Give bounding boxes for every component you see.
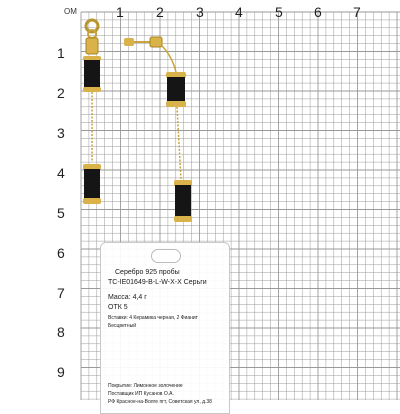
ruler-left-3: 3 (57, 125, 65, 141)
right-earring-upper-chain (162, 46, 176, 72)
ruler-top-4: 4 (235, 4, 243, 20)
tag-coating: Покрытие: Лимонное золочение (108, 383, 183, 389)
left-lower-ceramic-bead (84, 169, 100, 199)
ruler-top-3: 3 (196, 4, 204, 20)
ruler-top-2: 2 (156, 4, 164, 20)
tag-hole (151, 249, 181, 263)
right-lower-cap-bottom (174, 216, 192, 222)
ruler-left-2: 2 (57, 85, 65, 101)
right-lower-ceramic-bead (175, 185, 191, 217)
tag-inserts: Вставки: 4 Керамика черная, 2 Фианит (108, 315, 198, 321)
tag-weight: Масса: 4,4 г (108, 294, 147, 301)
tag-address: РФ Красное-на-Волге пгт, Советская ул, д.38 (108, 399, 212, 405)
right-earring-chain (177, 107, 181, 180)
tag-article: TC-IE01649-B-L-W-X-X Серьги (108, 279, 207, 286)
ruler-left-7: 7 (57, 285, 65, 301)
left-upper-cap-bottom (83, 87, 101, 92)
tag-metal: Серебро 925 пробы (115, 269, 180, 276)
left-earring (83, 20, 101, 204)
right-upper-ceramic-bead (167, 77, 185, 103)
right-earring (124, 37, 192, 222)
ruler-left-9: 9 (57, 364, 65, 380)
tag-qc: ОТК 5 (108, 304, 128, 311)
left-lower-cap-bottom (83, 198, 101, 204)
tag-supplier: Поставщик ИП Кусанов О.А. (108, 391, 174, 397)
ruler-left-6: 6 (57, 245, 65, 261)
tag-inserts-color: Бесцветный (108, 323, 137, 329)
ruler-top-1: 1 (116, 4, 124, 20)
left-earring-cz-setting (86, 38, 98, 54)
ruler-left-5: 5 (57, 205, 65, 221)
ruler-left-4: 4 (57, 165, 65, 181)
ruler-left-8: 8 (57, 324, 65, 340)
right-earring-cz-setting (150, 37, 162, 47)
ruler-top-7: 7 (353, 4, 361, 20)
right-earring-clasp (124, 38, 134, 46)
right-upper-cap-bottom (166, 101, 186, 107)
ruler-top-5: 5 (275, 4, 283, 20)
left-upper-ceramic-bead (84, 60, 100, 88)
price-tag (100, 242, 230, 414)
ruler-top-6: 6 (314, 4, 322, 20)
ruler-left-1: 1 (57, 45, 65, 61)
ruler-origin-label: ОМ (64, 7, 77, 16)
